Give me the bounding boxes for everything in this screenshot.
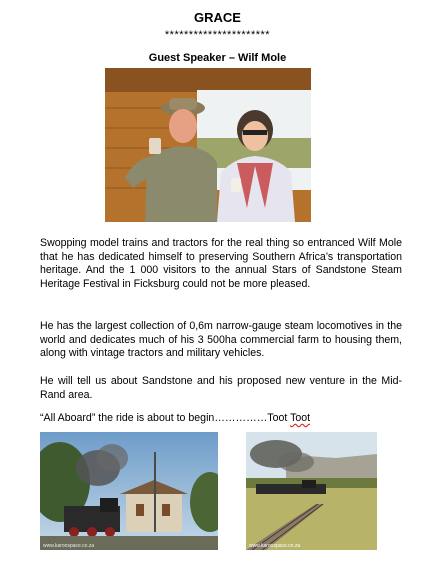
watermark-right: www.karoospace.co.za xyxy=(249,543,301,549)
paragraph-intro: Swopping model trains and tractors for the real thing so entranced Wilf Mole that he has dedicated himself to preserving Southern Africa’s transportation heritage. And the 1 000 visitors to the annual Stars of Sandstone Steam Heritage Festival in Ficksburg could not be more pleased. xyxy=(40,237,402,290)
page-title: GRACE xyxy=(194,10,241,25)
guest-speaker-heading: Guest Speaker – Wilf Mole xyxy=(148,52,287,64)
paragraph-closing xyxy=(40,412,402,426)
speaker-photo xyxy=(105,68,311,222)
station-train-photo xyxy=(40,432,218,550)
paragraph-topic: He will tell us about Sandstone and his proposed new venture in the Mid-Rand area. xyxy=(40,375,402,401)
closing-text-end: Toot xyxy=(290,412,311,424)
closing-text: “All Aboard” the ride is about to begin……………Toot xyxy=(40,412,291,424)
watermark-left: www.karoospace.co.za xyxy=(43,543,95,549)
paragraph-collection: He has the largest collection of 0,6m narrow-gauge steam locomotives in the world and dedicates much of his 3 500ha commercial farm to housing them, along with vintage tractors and military vehicles. xyxy=(40,320,402,360)
landscape-train-photo xyxy=(246,432,377,550)
title-divider: ********************** xyxy=(164,29,271,41)
